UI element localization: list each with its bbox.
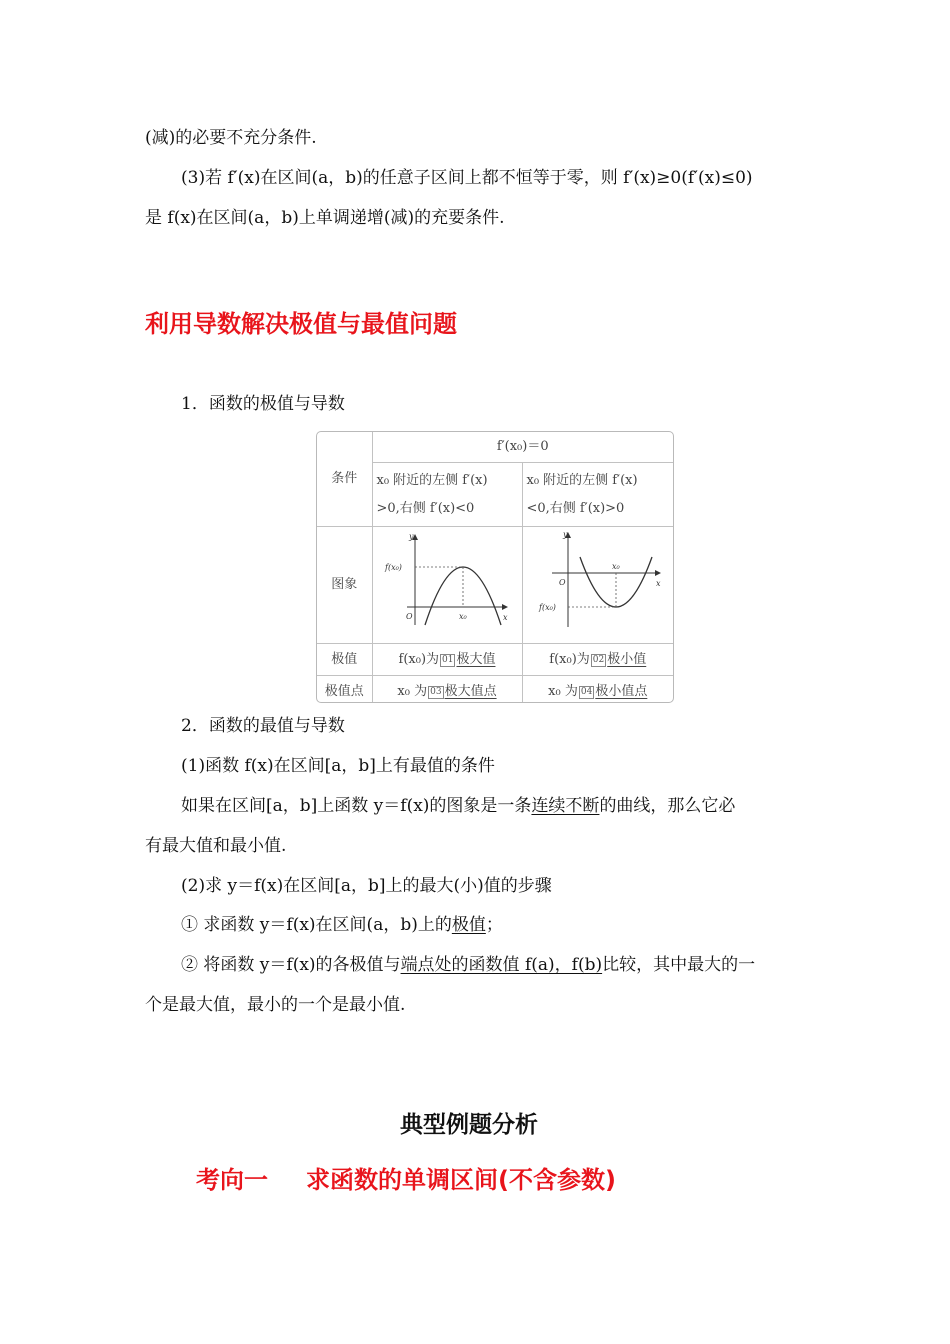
graph-min-f-label: f(x₀) xyxy=(538,603,556,612)
item2-sub1-text xyxy=(181,794,735,818)
step1-b: ； xyxy=(485,915,503,935)
point-max-prefix: x₀ 为 xyxy=(397,683,428,699)
point-max-cell xyxy=(372,676,522,704)
extreme-max-cell xyxy=(372,644,522,676)
condition-max-line-2: >0,右侧 f′(x)<0 xyxy=(376,500,475,516)
item2-title: 2．函数的最值与导数 xyxy=(181,716,345,736)
extremum-table xyxy=(316,431,674,703)
step-1 xyxy=(181,913,503,937)
extreme-min-cell xyxy=(522,644,673,676)
extreme-min-prefix: f(x₀)为 xyxy=(549,651,590,667)
item2-sub2-title: (2)求 y＝f(x)在区间[a，b]上的最大(小)值的步骤 xyxy=(181,876,552,896)
intro-line-1: (减)的必要不充分条件. xyxy=(145,128,317,148)
header-condition: f′(x₀)＝0 xyxy=(372,432,673,463)
point-max-answer: 极大值点 xyxy=(444,683,497,699)
blank-03: 03 xyxy=(430,686,442,697)
graph-maximum xyxy=(377,527,517,633)
extreme-min-answer: 极小值 xyxy=(607,651,647,667)
graph-max-y-label: y xyxy=(409,532,414,541)
step2-a: ② 将函数 y＝f(x)的各极值与 xyxy=(181,955,401,975)
topic-1-label: 考向一 xyxy=(196,1166,268,1194)
condition-min xyxy=(522,463,673,527)
point-min-cell xyxy=(522,676,673,704)
topic-1-title: 求函数的单调区间(不含参数) xyxy=(306,1166,616,1194)
topic-1-heading xyxy=(196,1160,616,1195)
condition-min-line-2: <0,右侧 f′(x)>0 xyxy=(526,500,625,516)
graph-min-x-label: x xyxy=(655,579,661,588)
graph-max-x-label: x xyxy=(503,613,508,622)
graph-label: 图象 xyxy=(317,527,372,644)
condition-max xyxy=(372,463,522,527)
blank-01: 01 xyxy=(442,654,454,665)
step2-b: 比较，其中最大的一 xyxy=(602,955,756,975)
point-label: 极值点 xyxy=(317,676,372,704)
point-min-answer: 极小值点 xyxy=(595,683,648,699)
blank-02: 02 xyxy=(592,654,605,665)
graph-min-origin: O xyxy=(558,578,566,587)
condition-label: 条件 xyxy=(317,432,372,527)
item2-sub1-title: (1)函数 f(x)在区间[a，b]上有最值的条件 xyxy=(181,756,495,776)
graph-min-cell xyxy=(522,527,673,644)
item2-sub1-text-cont: 有最大值和最小值. xyxy=(145,836,287,856)
graph-max-origin: O xyxy=(406,612,413,621)
blank-04: 04 xyxy=(580,686,593,697)
graph-max-cell xyxy=(372,527,522,644)
graph-min-y-label: y xyxy=(562,530,568,539)
sub1-text-a: 如果在区间[a，b]上函数 y＝f(x)的图象是一条 xyxy=(181,796,532,816)
extreme-max-prefix: f(x₀)为 xyxy=(398,651,440,667)
examples-title: 典型例题分析 xyxy=(400,1112,538,1138)
sub1-text-b: 的曲线，那么它必 xyxy=(599,796,736,816)
step1-a: ① 求函数 y＝f(x)在区间(a，b)上的 xyxy=(181,915,452,935)
condition-max-line-1: x₀ 附近的左侧 f′(x) xyxy=(376,472,488,488)
graph-max-x0-label: x₀ xyxy=(459,612,467,621)
step1-underlined: 极值 xyxy=(451,915,486,935)
point-min-prefix: x₀ 为 xyxy=(548,683,578,699)
item1-title: 1．函数的极值与导数 xyxy=(181,394,345,414)
graph-minimum xyxy=(528,527,668,633)
step2-underlined: 端点处的函数值 f(a)，f(b) xyxy=(400,955,603,975)
step-2-cont: 个是最大值，最小的一个是最小值. xyxy=(145,995,406,1015)
condition-min-line-1: x₀ 附近的左侧 f′(x) xyxy=(526,472,638,488)
graph-min-x0-label: x₀ xyxy=(611,562,620,571)
sub1-text-underlined: 连续不断 xyxy=(531,796,600,816)
extreme-max-answer: 极大值 xyxy=(456,651,496,667)
step-2 xyxy=(181,953,755,977)
graph-max-f-label: f(x₀) xyxy=(385,563,402,572)
section-title: 利用导数解决极值与最值问题 xyxy=(145,310,457,338)
extreme-label: 极值 xyxy=(317,644,372,676)
intro-line-2: (3)若 f′(x)在区间(a，b)的任意子区间上都不恒等于零，则 f′(x)≥0(f′(x)≤0) xyxy=(181,168,753,188)
intro-line-3: 是 f(x)在区间(a，b)上单调递增(减)的充要条件. xyxy=(145,208,505,228)
